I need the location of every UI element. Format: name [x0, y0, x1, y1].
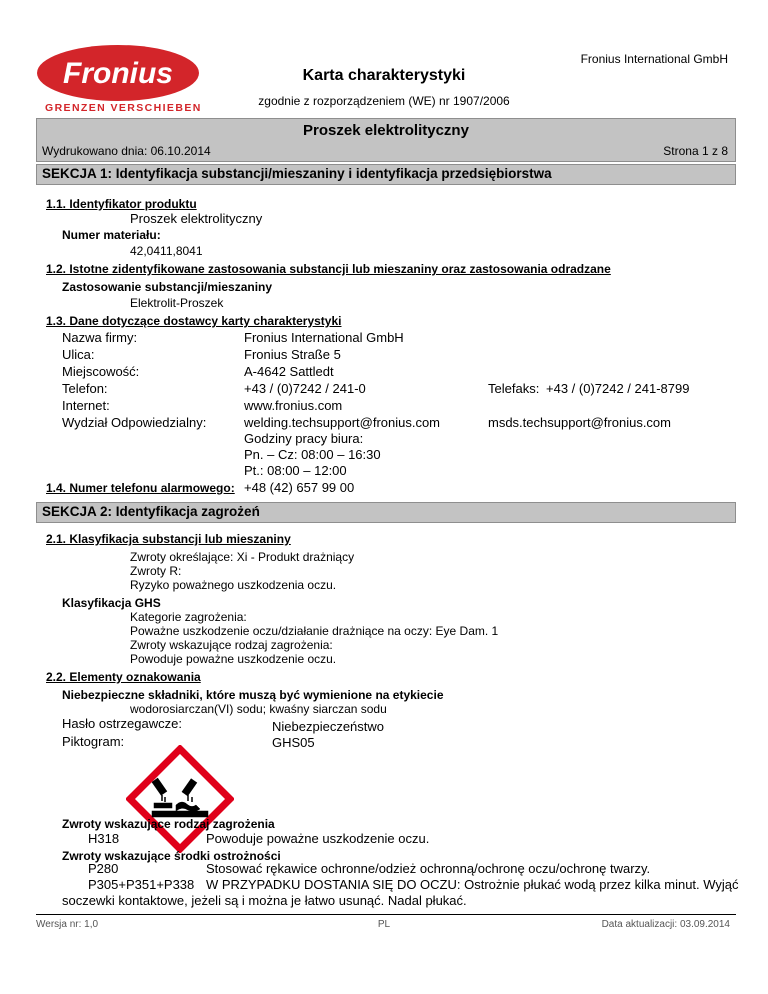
- p1-text: Stosować rękawice ochronne/odzież ochronną/ochronę oczu/ochronę twarzy.: [206, 861, 651, 876]
- precaution-heading: Zwroty wskazujące środki ostrożności: [62, 849, 281, 863]
- city-value: A-4642 Sattledt: [244, 364, 334, 379]
- h-code: H318: [88, 831, 120, 846]
- company-value: Fronius International GmbH: [244, 330, 404, 345]
- fax-value: +43 / (0)7242 / 241-8799: [546, 381, 690, 396]
- p2-text: W PRZYPADKU DOSTANIA SIĘ DO OCZU: Ostrożnie płukać wodą przez kilka minut. Wyjąć: [206, 877, 739, 892]
- internet-label: Internet:: [62, 398, 110, 413]
- ingredients-heading: Niebezpieczne składniki, które muszą być wymienione na etykiecie: [62, 688, 444, 702]
- pictogram-value: GHS05: [272, 735, 315, 750]
- r-phrases-line: Zwroty określające: Xi - Produkt drażniący: [130, 550, 355, 564]
- section1-title: SEKCJA 1: Identyfikacja substancji/mieszaniny i identyfikacja przedsiębiorstwa: [42, 166, 552, 181]
- logo-text: Fronius: [63, 57, 173, 90]
- p1-code: P280: [88, 861, 119, 876]
- ghs-h-label: Zwroty wskazujące rodzaj zagrożenia:: [130, 638, 333, 652]
- hours-weekdays: Pn. – Cz: 08:00 – 16:30: [244, 447, 381, 462]
- material-value: 42,0411,8041: [130, 244, 203, 258]
- ingredients-value: wodorosiarczan(VI) sodu; kwaśny siarczan sodu: [130, 702, 387, 716]
- s11-product: Proszek elektrolityczny: [130, 211, 263, 226]
- s22-heading: 2.2. Elementy oznakowania: [46, 670, 201, 684]
- s14-heading: 1.4. Numer telefonu alarmowego:: [46, 481, 235, 495]
- street-label: Ulica:: [62, 347, 95, 362]
- dept-email-welding[interactable]: welding.techsupport@fronius.com: [244, 415, 441, 430]
- dept-email-msds[interactable]: msds.techsupport@fronius.com: [488, 415, 671, 430]
- use-value: Elektrolit-Proszek: [130, 296, 224, 310]
- hours-title: Godziny pracy biura:: [244, 431, 364, 446]
- fax-label: Telefaks:: [488, 381, 540, 396]
- use-label: Zastosowanie substancji/mieszaniny: [62, 280, 273, 294]
- s11-heading: 1.1. Identyfikator produktu: [46, 197, 197, 211]
- r-text: Ryzyko poważnego uszkodzenia oczu.: [130, 578, 337, 592]
- h-text: Powoduje poważne uszkodzenie oczu.: [206, 831, 430, 846]
- regulation-text: zgodnie z rozporządzeniem (WE) nr 1907/2006: [258, 94, 510, 108]
- s13-heading: 1.3. Dane dotyczące dostawcy karty charakterystyki: [46, 314, 342, 328]
- footer-updated: Data aktualizacji: 03.09.2014: [601, 919, 730, 930]
- ghs-category-label: Kategorie zagrożenia:: [130, 610, 247, 624]
- emergency-phone: +48 (42) 657 99 00: [244, 480, 355, 495]
- header-company: Fronius International GmbH: [580, 52, 728, 66]
- material-label: Numer materiału:: [62, 228, 161, 242]
- signal-value: Niebezpieczeństwo: [272, 719, 385, 734]
- ghs-category-value: Poważne uszkodzenie oczu/działanie drażniące na oczy: Eye Dam. 1: [130, 624, 499, 638]
- ghs-heading: Klasyfikacja GHS: [62, 596, 161, 610]
- pictogram-label: Piktogram:: [62, 734, 125, 749]
- phone-label: Telefon:: [62, 381, 108, 396]
- footer-divider: [36, 914, 736, 915]
- product-name: Proszek elektrolityczny: [303, 122, 469, 139]
- hazard-heading: Zwroty wskazujące rodzaj zagrożenia: [62, 817, 275, 831]
- footer-version: Wersja nr: 1,0: [36, 919, 99, 930]
- city-label: Miejscowość:: [62, 364, 140, 379]
- street-value: Fronius Straße 5: [244, 347, 341, 362]
- document-title: Karta charakterystyki: [302, 67, 466, 84]
- p2-text-cont: soczewki kontaktowe, jeżeli są i można je łatwo usunąć. Nadal płukać.: [62, 893, 467, 908]
- print-date: Wydrukowano dnia: 06.10.2014: [42, 144, 211, 158]
- company-label: Nazwa firmy:: [62, 330, 138, 345]
- r-label: Zwroty R:: [130, 564, 182, 578]
- page-number: Strona 1 z 8: [663, 144, 728, 158]
- p2-code: P305+P351+P338: [88, 877, 195, 892]
- hours-friday: Pt.: 08:00 – 12:00: [244, 463, 347, 478]
- section2-title: SEKCJA 2: Identyfikacja zagrożeń: [42, 504, 260, 519]
- ghs-h-value: Powoduje poważne uszkodzenie oczu.: [130, 652, 337, 666]
- signal-label: Hasło ostrzegawcze:: [62, 716, 182, 731]
- internet-value[interactable]: www.fronius.com: [244, 398, 343, 413]
- logo-tagline: GRENZEN VERSCHIEBEN: [45, 102, 202, 114]
- footer-language: PL: [377, 919, 391, 930]
- dept-label: Wydział Odpowiedzialny:: [62, 415, 207, 430]
- s12-heading: 1.2. Istotne zidentyfikowane zastosowania substancji lub mieszaniny oraz zastosowania odradzane: [46, 262, 611, 276]
- s21-heading: 2.1. Klasyfikacja substancji lub mieszaniny: [46, 532, 291, 546]
- phone-value: +43 / (0)7242 / 241-0: [244, 381, 366, 396]
